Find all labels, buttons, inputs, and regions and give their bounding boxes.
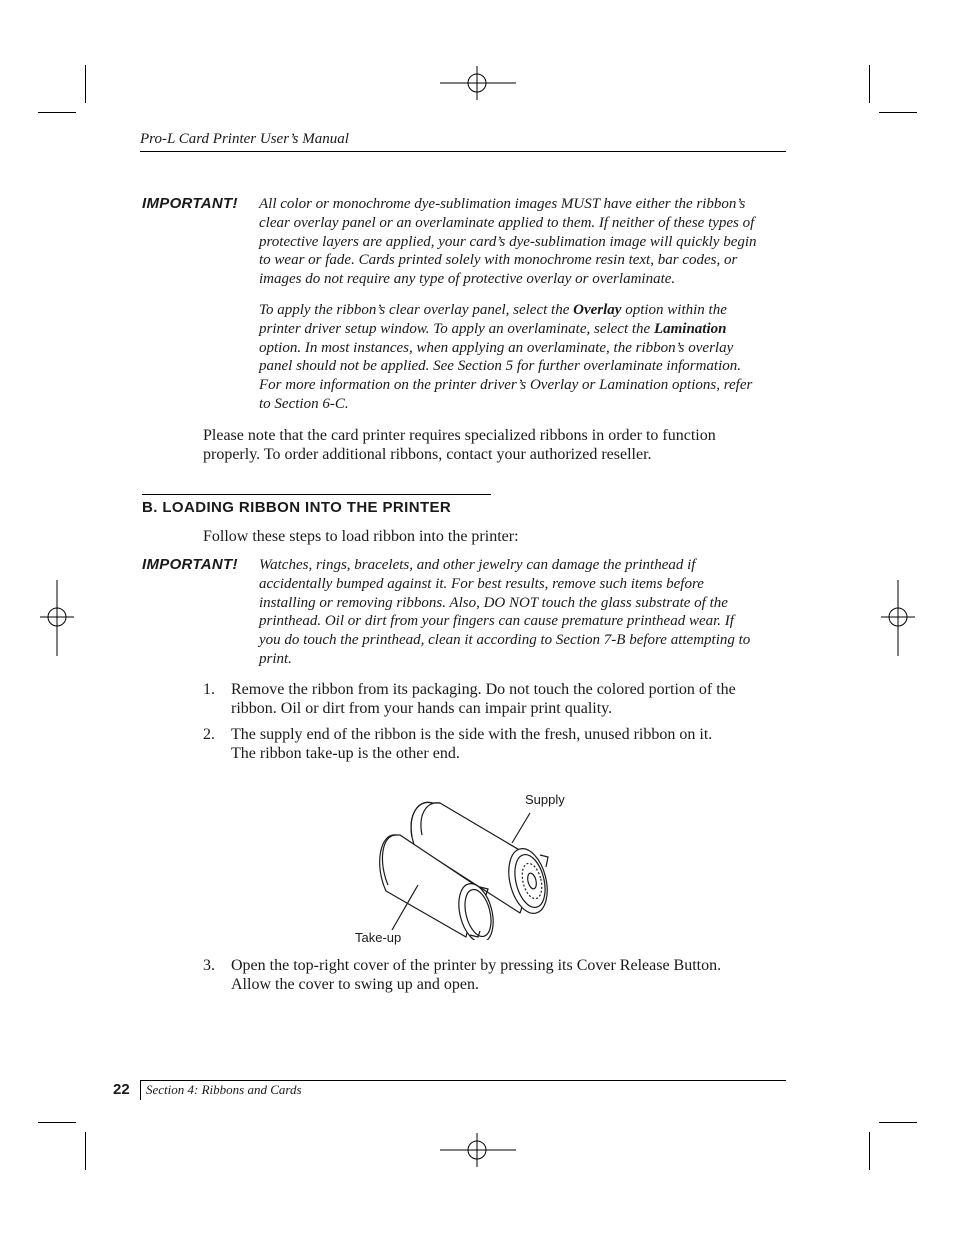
step-number: 1. — [203, 681, 215, 698]
section-rule — [142, 494, 491, 495]
text-line: print. — [259, 650, 292, 667]
ribbon-note-paragraph — [203, 426, 783, 464]
important-label: IMPORTANT! — [142, 556, 238, 573]
text-line: The supply end of the ribbon is the side with the fresh, unused ribbon on it. — [231, 726, 713, 743]
text-line: protective layers are applied, your card’s dye-sublimation image will quickly begin — [259, 233, 757, 250]
text-line: Please note that the card printer requires specialized ribbons in order to function — [203, 427, 716, 444]
crop-mark — [869, 1132, 870, 1170]
page-number: 22 — [113, 1081, 130, 1098]
text-line: For more information on the printer driver’s Overlay or Lamination options, refer — [259, 377, 753, 394]
step-number: 2. — [203, 726, 215, 743]
text-line: accidentally bumped against it. For best results, remove such items before — [259, 575, 704, 592]
running-footer: Section 4: Ribbons and Cards — [146, 1082, 302, 1097]
step-text — [231, 725, 791, 763]
step-number: 3. — [203, 957, 215, 974]
important-note-paragraph — [259, 301, 789, 414]
important-note-paragraph — [259, 195, 789, 289]
crop-mark — [38, 112, 76, 113]
crop-mark — [85, 65, 86, 103]
text-line: Allow the cover to swing up and open. — [231, 976, 479, 993]
crop-mark — [879, 1122, 917, 1123]
text-span: To apply the ribbon’s clear overlay panel, select the — [259, 302, 574, 318]
text-span: printer driver setup window. To apply an overlaminate, select the — [259, 320, 654, 337]
text-line: Open the top-right cover of the printer by pressing its Cover Release Button. — [231, 957, 722, 974]
text-line — [259, 320, 789, 339]
text-span: option within the — [621, 302, 727, 318]
text-line: Watches, rings, bracelets, and other jewelry can damage the printhead if — [259, 557, 696, 573]
step-text — [231, 680, 791, 718]
overlay-term: Overlay — [573, 302, 622, 318]
text-line: printhead. Oil or dirt from your fingers can cause premature printhead wear. If — [259, 613, 734, 630]
section-heading: B. LOADING RIBBON INTO THE PRINTER — [142, 499, 452, 516]
registration-mark-left — [40, 580, 74, 656]
text-line: Remove the ribbon from its packaging. Do not touch the colored portion of the — [231, 681, 736, 698]
important-note-paragraph — [259, 556, 789, 669]
text-line: All color or monochrome dye-sublimation images MUST have either the ribbon’s — [259, 196, 746, 212]
registration-mark-top — [440, 66, 516, 100]
text-line: ribbon. Oil or dirt from your hands can impair print quality. — [231, 700, 613, 717]
footer-divider — [140, 1080, 141, 1100]
text-line: panel should not be applied. See Section 5 for further overlaminate information. — [259, 358, 742, 375]
section-intro: Follow these steps to load ribbon into the printer: — [203, 528, 519, 545]
header-rule — [140, 151, 786, 152]
takeup-label: Take-up — [355, 930, 402, 945]
text-line: you do touch the printhead, clean it according to Section 7-B before attempting to — [259, 632, 751, 649]
ribbon-illustration — [370, 795, 560, 940]
text-line: installing or removing ribbons. Also, DO NOT touch the glass substrate of the — [259, 594, 728, 611]
step-text — [231, 956, 791, 994]
crop-mark — [879, 112, 917, 113]
crop-mark — [869, 65, 870, 103]
footer-rule — [140, 1080, 786, 1081]
crop-mark — [85, 1132, 86, 1170]
text-line: to wear or fade. Cards printed solely with monochrome resin text, bar codes, or — [259, 252, 738, 269]
supply-label: Supply — [525, 792, 565, 807]
crop-mark — [38, 1122, 76, 1123]
text-line: images do not require any type of protective overlay or overlaminate. — [259, 271, 676, 288]
text-line: properly. To order additional ribbons, contact your authorized reseller. — [203, 446, 652, 463]
registration-mark-bottom — [440, 1133, 516, 1167]
running-header: Pro-L Card Printer User’s Manual — [140, 131, 349, 147]
text-line: clear overlay panel or an overlaminate applied to them. If neither of these types of — [259, 214, 755, 231]
text-line — [259, 301, 789, 320]
important-label: IMPORTANT! — [142, 195, 238, 212]
lamination-term: Lamination — [653, 320, 727, 337]
registration-mark-right — [881, 580, 915, 656]
supply-callout-line — [512, 813, 530, 843]
text-line: The ribbon take-up is the other end. — [231, 745, 460, 762]
text-line: to Section 6-C. — [259, 395, 349, 412]
text-line: option. In most instances, when applying an overlaminate, the ribbon’s overlay — [259, 339, 734, 356]
